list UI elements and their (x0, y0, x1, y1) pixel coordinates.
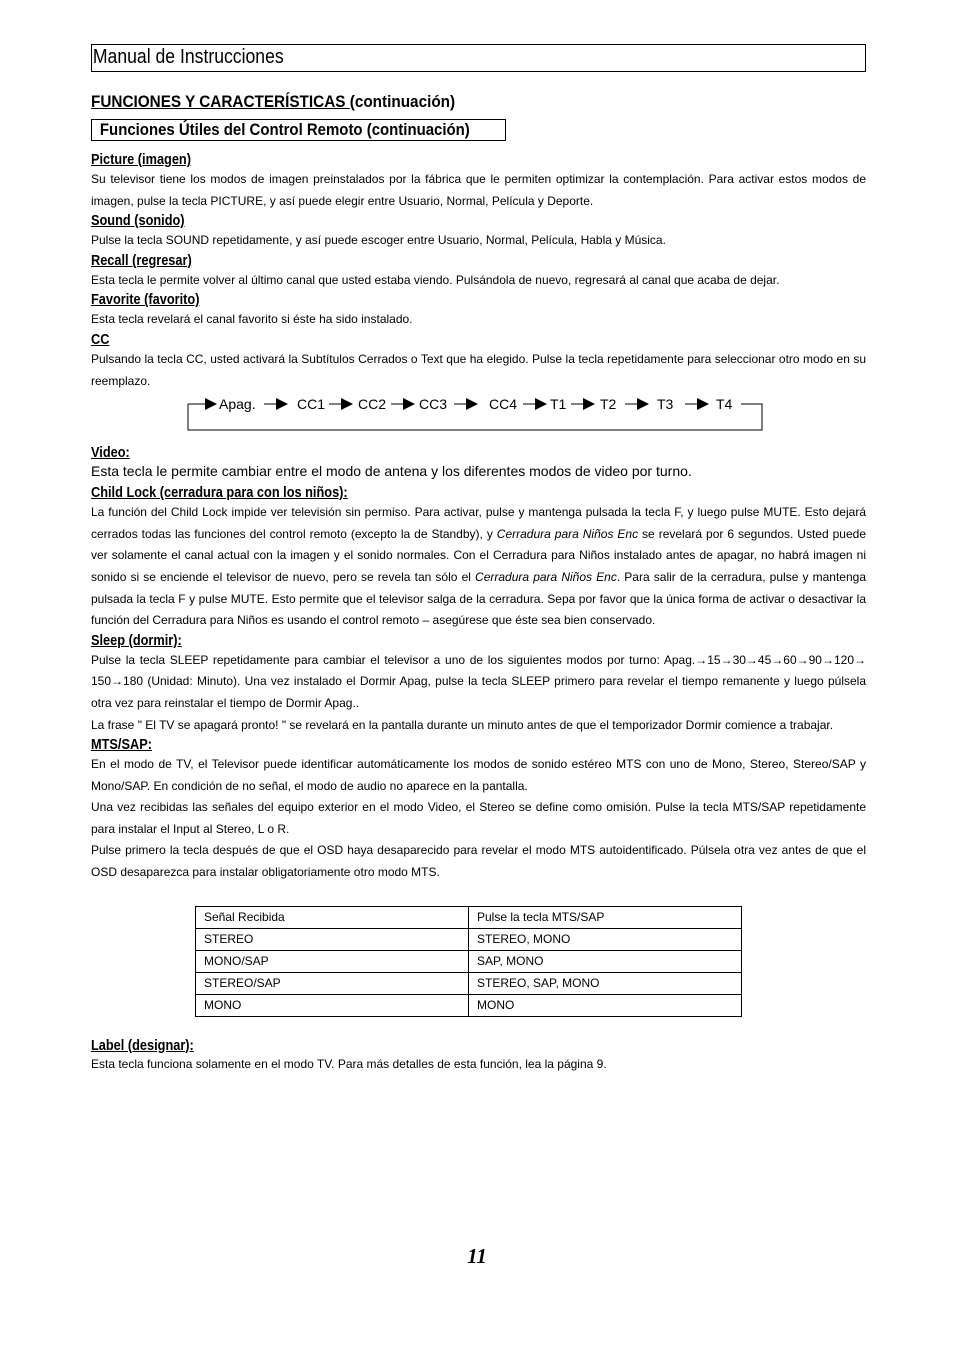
cc-arrow-head-icon (583, 398, 595, 410)
cc-arrow-head-icon (535, 398, 547, 410)
cc-arrow-head-icon (403, 398, 415, 410)
table-cell: STEREO (196, 928, 469, 950)
table-cell: STEREO, MONO (469, 928, 742, 950)
section-title (91, 92, 789, 112)
table-cell: STEREO, SAP, MONO (469, 972, 742, 994)
cc-sequence-diagram (91, 396, 866, 432)
cc-arrow-head-icon (341, 398, 353, 410)
child-lock-italic-2: Cerradura para Niños Enc (475, 569, 617, 584)
cc-sequence-label: CC2 (358, 396, 387, 413)
recall-heading: Recall (regresar) (91, 252, 192, 269)
section-title-continued: (continuación) (349, 92, 456, 111)
mts-paragraph-2: Una vez recibidas las señales del equipo exterior en el modo Video, el Stereo se define como omisión. Pulse la tecla MTS/SAP repetidamente para instalar el Input al Stereo, L o R. (91, 800, 866, 836)
subsection-title-box (91, 119, 506, 141)
child-lock-heading: Child Lock (cerradura para con los niños): (91, 485, 348, 502)
mts-paragraph-3: Pulse primero la tecla después de que el OSD haya desaparecido para revelar el modo MTS autoidentificado. Púlsela otra vez antes de que el OSD desaparezca para instalar obligatoriamente otro modo MTS. (91, 843, 866, 880)
mts-table (195, 906, 742, 1017)
table-cell: SAP, MONO (469, 950, 742, 972)
table-cell: MONO (469, 994, 742, 1016)
cc-arrow-head-icon (276, 398, 288, 410)
subsection-title: Funciones Útiles del Control Remoto (continuación) (99, 120, 470, 139)
cc-text: Pulsando la tecla CC, usted activará la Subtítulos Cerrados o Text que ha elegido. Pulse la tecla repetidamente para seleccionar otro modo en su reemplazo. (91, 351, 866, 388)
mts-heading: MTS/SAP: (91, 737, 152, 754)
recall-text: Esta tecla le permite volver al último canal que usted estaba viendo. Pulsándola de nuevo, regresará al canal que acaba de dejar. (91, 272, 780, 287)
sound-heading: Sound (sonido) (91, 213, 185, 230)
mts-table-body (196, 906, 742, 1016)
favorite-heading: Favorite (favorito) (91, 292, 200, 309)
table-cell: MONO/SAP (196, 950, 469, 972)
cc-sequence-label: T4 (716, 396, 733, 413)
sleep-text: Pulse la tecla SLEEP repetidamente para cambiar el televisor a uno de los siguientes modos por turno: Apag.→15→30→45→60→90→120→ 150→180 (Unidad: Minuto). Una vez instalado el Dormir Apag, pulse la tecla SLEEP primero para revelar el tiempo remanente y luego púlsela otra vez para reinstalar el tiempo de Dormir Apag.. (91, 652, 866, 710)
favorite-text: Esta tecla revelará el canal favorito si éste ha sido instalado. (91, 312, 413, 327)
child-lock-text-3: . Para salir de la cerradura, pulse y mantenga pulsada la tecla F y pulse MUTE. Esto permite que el televisor salga de la cerradura. Sepa por favor que la única forma de activar o desactivar la función del Cerradura para Niños es usando el control remoto – asegúrese que éste sea bien conservado. (91, 569, 867, 628)
manual-title: Manual de Instrucciones (92, 46, 284, 68)
cc-sequence-label: T1 (550, 396, 567, 413)
table-header-cell: Señal Recibida (196, 906, 469, 928)
table-cell: MONO (196, 994, 469, 1016)
child-lock-text-2: se revelará por 6 segundos. Usted puede ver solamente el canal actual con la imagen y el sonido normales. Con el Cerradura para Niños instalado antes de apagar, no habrá imagen ni sonido si se enciende el televisor de nuevo, pero se revela tan sólo el (91, 526, 866, 584)
mts-paragraph-1: En el modo de TV, el Televisor puede identificar automáticamente los modos de sonido estéreo MTS con uno de Mono, Stereo, Stereo/SAP y Mono/SAP. En condición de no señal, el modo de audio no aparece en la pantalla. (91, 757, 866, 793)
manual-header-box (91, 44, 866, 72)
sleep-text-2: La frase " El TV se apagará pronto! " se revelará en la pantalla durante un minuto antes de que el temporizador Dormir comience a trabajar. (91, 717, 834, 732)
document-page (91, 44, 866, 1073)
cc-sequence-label: T2 (600, 396, 617, 413)
cc-arrow-head-icon (466, 398, 478, 410)
cc-sequence-label: CC3 (419, 396, 448, 413)
cc-sequence-label: CC4 (489, 396, 518, 413)
video-text: Esta tecla le permite cambiar entre el modo de antena y los diferentes modos de video por turno. (91, 463, 692, 480)
cc-sequence-label: Apag. (219, 396, 256, 413)
picture-heading: Picture (imagen) (91, 152, 191, 168)
table-row (196, 950, 742, 972)
label-heading: Label (designar): (91, 1037, 194, 1054)
cc-loop-line (188, 404, 762, 430)
cc-sequence-svg (91, 396, 866, 432)
table-header-cell: Pulse la tecla MTS/SAP (469, 906, 742, 928)
sleep-heading: Sleep (dormir): (91, 632, 182, 649)
table-row (196, 972, 742, 994)
cc-sequence-items (188, 396, 733, 412)
table-header-row (196, 906, 742, 928)
cc-arrow-head-icon (697, 398, 709, 410)
section-title-main: FUNCIONES Y CARACTERÍSTICAS (91, 92, 350, 111)
cc-arrow-head-icon (205, 398, 217, 410)
child-lock-italic-1: Cerradura para Niños Enc (496, 526, 639, 541)
cc-sequence-label: T3 (657, 396, 674, 413)
table-row (196, 928, 742, 950)
page-number: 11 (467, 1244, 487, 1268)
picture-text: Su televisor tiene los modos de imagen preinstalados por la fábrica que le permiten optimizar la contemplación. Para activar estos modos de imagen, pulse la tecla PICTURE, y así puede elegir entre Usuario, Normal, Película y Deporte. (91, 172, 866, 208)
label-text: Esta tecla funciona solamente en el modo TV. Para más detalles de esta función, lea la página 9. (91, 1056, 607, 1071)
video-heading: Video: (91, 445, 130, 462)
table-row (196, 994, 742, 1016)
child-lock-text-1: La función del Child Lock impide ver televisión sin permiso. Para activar, pulse y mantenga pulsada la tecla F, y luego pulse MUTE. Esto dejará cerrados todas las funciones del control remoto (excepto la de Standby), y (91, 505, 866, 541)
child-lock-text (91, 502, 866, 632)
cc-heading: CC (91, 331, 110, 348)
cc-arrow-head-icon (637, 398, 649, 410)
table-cell: STEREO/SAP (196, 972, 469, 994)
sound-text: Pulse la tecla SOUND repetidamente, y así puede escoger entre Usuario, Normal, Película, Habla y Música. (91, 233, 666, 248)
cc-sequence-label: CC1 (297, 396, 326, 413)
